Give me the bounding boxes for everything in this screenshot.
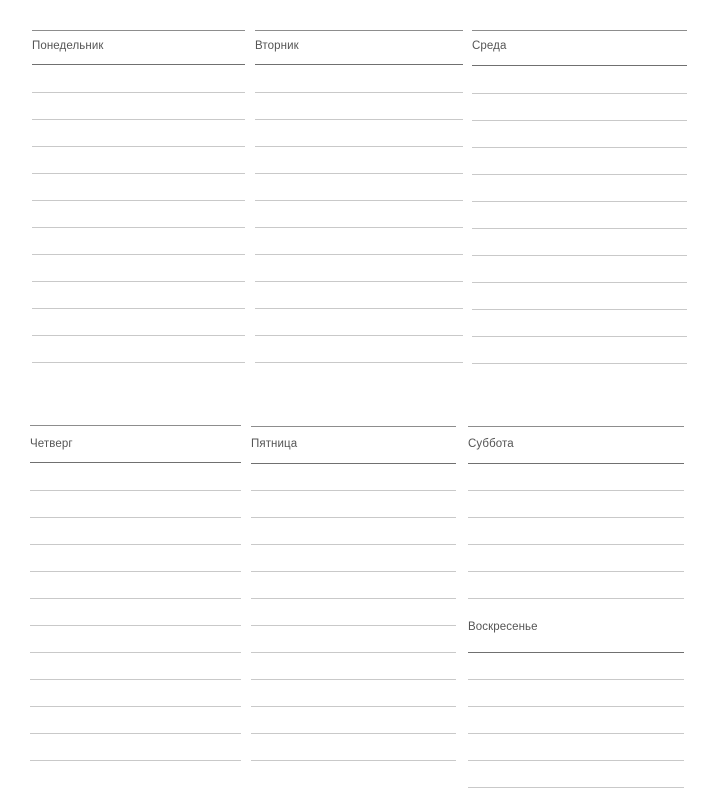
day-label-thursday: Четверг — [30, 438, 73, 450]
writing-line — [32, 362, 245, 363]
writing-line — [30, 679, 241, 680]
writing-line — [468, 598, 684, 599]
writing-line — [30, 652, 241, 653]
writing-line — [251, 571, 456, 572]
writing-line — [255, 254, 463, 255]
day-label-tuesday: Вторник — [255, 40, 299, 52]
writing-line — [32, 173, 245, 174]
writing-line — [30, 517, 241, 518]
writing-line — [468, 544, 684, 545]
writing-line — [468, 517, 684, 518]
writing-line — [251, 598, 456, 599]
writing-line — [468, 490, 684, 491]
writing-line — [251, 625, 456, 626]
writing-line — [472, 147, 687, 148]
day-label-sunday: Воскресенье — [468, 621, 538, 633]
writing-line — [32, 335, 245, 336]
column-top-line — [30, 425, 241, 426]
writing-line — [468, 787, 684, 788]
writing-line — [472, 174, 687, 175]
writing-line — [32, 254, 245, 255]
writing-line — [251, 733, 456, 734]
day-header-rule — [30, 462, 241, 463]
writing-line — [32, 200, 245, 201]
writing-line — [255, 200, 463, 201]
day-column-friday — [251, 426, 456, 771]
day-header-rule — [251, 463, 456, 464]
writing-line — [251, 760, 456, 761]
writing-line — [255, 335, 463, 336]
writing-line — [30, 706, 241, 707]
writing-line — [251, 544, 456, 545]
writing-line — [468, 706, 684, 707]
writing-line — [30, 625, 241, 626]
writing-line — [472, 255, 687, 256]
day-column-wednesday — [472, 30, 687, 370]
writing-line — [251, 517, 456, 518]
column-top-line — [251, 426, 456, 427]
writing-line — [255, 281, 463, 282]
writing-line — [468, 733, 684, 734]
column-top-line — [468, 426, 684, 427]
day-header-rule — [255, 64, 463, 65]
day-column-saturday — [468, 426, 684, 616]
writing-line — [472, 93, 687, 94]
writing-line — [472, 309, 687, 310]
writing-line — [255, 146, 463, 147]
writing-line — [468, 571, 684, 572]
day-header-rule — [32, 64, 245, 65]
column-top-line — [255, 30, 463, 31]
day-column-sunday — [468, 610, 684, 770]
writing-line — [32, 119, 245, 120]
writing-line — [32, 227, 245, 228]
day-header-rule — [472, 65, 687, 66]
writing-line — [255, 92, 463, 93]
writing-line — [472, 201, 687, 202]
writing-line — [30, 733, 241, 734]
writing-line — [30, 490, 241, 491]
writing-line — [251, 490, 456, 491]
writing-line — [32, 92, 245, 93]
writing-line — [251, 706, 456, 707]
day-label-friday: Пятница — [251, 438, 298, 450]
writing-line — [472, 336, 687, 337]
writing-line — [255, 227, 463, 228]
writing-line — [30, 598, 241, 599]
writing-line — [472, 120, 687, 121]
day-column-thursday — [30, 425, 241, 770]
column-top-line — [32, 30, 245, 31]
day-header-rule — [468, 463, 684, 464]
writing-line — [32, 146, 245, 147]
writing-line — [468, 760, 684, 761]
writing-line — [30, 571, 241, 572]
writing-line — [255, 119, 463, 120]
day-column-tuesday — [255, 30, 463, 370]
writing-line — [30, 544, 241, 545]
writing-line — [251, 679, 456, 680]
writing-line — [32, 281, 245, 282]
writing-line — [472, 363, 687, 364]
writing-line — [472, 228, 687, 229]
day-label-saturday: Суббота — [468, 438, 514, 450]
writing-line — [30, 760, 241, 761]
column-top-line — [472, 30, 687, 31]
day-label-monday: Понедельник — [32, 40, 104, 52]
writing-line — [32, 308, 245, 309]
writing-line — [255, 173, 463, 174]
writing-line — [255, 362, 463, 363]
writing-line — [255, 308, 463, 309]
writing-line — [472, 282, 687, 283]
day-label-wednesday: Среда — [472, 40, 507, 52]
day-header-rule — [468, 652, 684, 653]
writing-line — [468, 679, 684, 680]
writing-line — [251, 652, 456, 653]
day-column-monday — [32, 30, 245, 370]
